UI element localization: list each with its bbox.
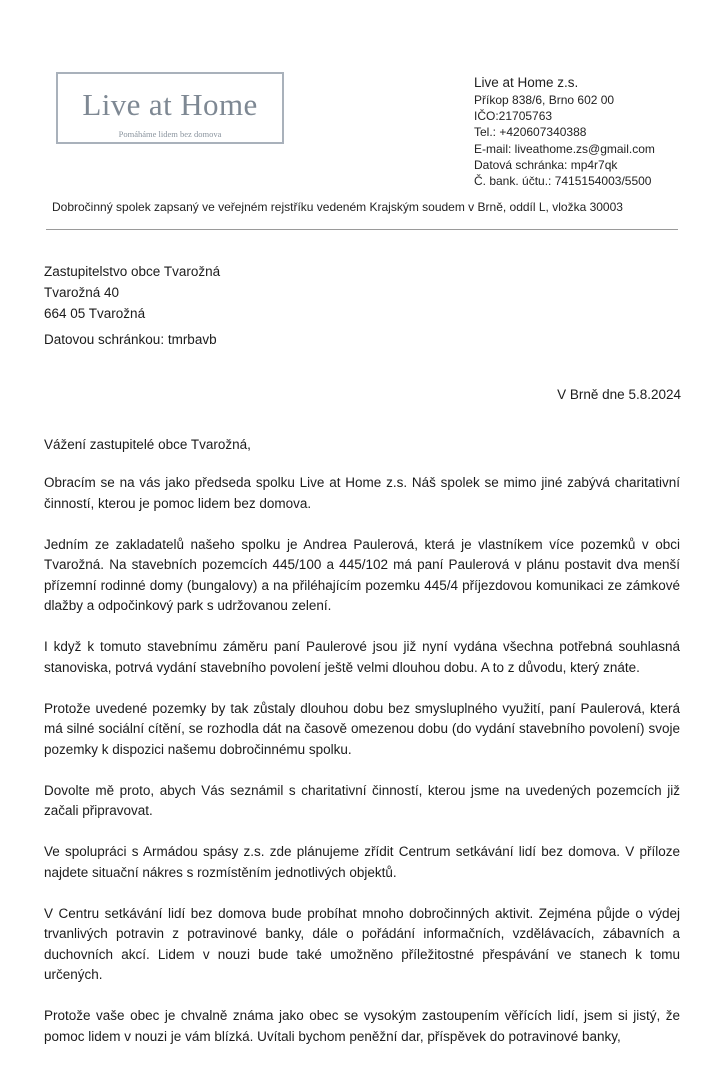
body-paragraph: V Centru setkávání lidí bez domova bude probíhat mnoho dobročinných aktivit. Zejména půjde o výdej trvanlivých potravin z potravinové banky, dále o pořádání informačních, vzdělávacích, zábavních a duchovních akcí. Lidem v nouzi bude také umožněno příležitostné přespávání ve stanech k tomu určených.	[44, 905, 680, 982]
organization-contact-block	[474, 74, 655, 189]
body-paragraph: Ve spolupráci s Armádou spásy z.s. zde plánujeme zřídit Centrum setkávání lidí bez domova. V příloze najdete situační nákres s rozmístěním jednotlivých objektů.	[44, 844, 680, 880]
organization-databox: Datová schránka: mp4r7qk	[474, 157, 618, 172]
organization-bank-account: Č. bank. účtu.: 7415154003/5500	[474, 174, 652, 189]
organization-logo	[56, 72, 284, 144]
charity-registration-note: Dobročinný spolek zapsaný ve veřejném rejstříku vedeném Krajským soudem v Brně, oddíl L, vložka 30003	[52, 200, 623, 214]
recipient-address	[44, 261, 220, 324]
letter-body	[44, 473, 680, 1068]
letter-greeting: Vážení zastupitelé obce Tvarožná,	[44, 437, 251, 452]
logo-title: Live at Home	[82, 87, 258, 122]
header-divider	[46, 229, 678, 230]
organization-address: Příkop 838/6, Brno 602 00	[474, 93, 615, 107]
body-paragraph: Protože vaše obec je chvalně známa jako obec se vysokým zastoupením věřících lidí, jsem si jistý, že pomoc lidem v nouzi je vám blízká. Uvítali bychom peněžní dar, příspěvek do potravinové banky,	[44, 1008, 680, 1044]
body-paragraph: Dovolte mě proto, abych Vás seznámil s charitativní činností, kterou jsme na uvedených pozemcích již začali připravovat.	[44, 782, 680, 818]
organization-ico: IČO:21705763	[474, 109, 553, 124]
letter-date: V Brně dne 5.8.2024	[557, 387, 681, 402]
recipient-line-2: Tvarožná 40	[44, 285, 120, 300]
body-paragraph: Jedním ze zakladatelů našeho spolku je Andrea Paulerová, která je vlastníkem více pozemků v obci Tvarožná. Na stavebních pozemcích 445/100 a 445/102 má paní Paulerová v plánu postavit dva menší přízemní rodinné domy (bungalovy) a na přiléhajícím pozemku 445/4 příjezdovou komunikaci ze zámkové dlažby a odpočinkový park s udržovanou zelení.	[44, 536, 680, 613]
body-paragraph: Protože uvedené pozemky by tak zůstaly dlouhou dobu bez smysluplného využití, paní Paulerová, která má silné sociální cítění, se rozhodla dát na časově omezenou dobu (do vydání stavebního povolení) svoje pozemky k dispozici našemu dobročinnému spolku.	[44, 700, 680, 757]
body-paragraph: Obracím se na vás jako předseda spolku Live at Home z.s. Náš spolek se mimo jiné zabývá charitativní činností, kterou je pomoc lidem bez domova.	[44, 475, 680, 511]
recipient-line-3: 664 05 Tvarožná	[44, 306, 146, 321]
recipient-databox: Datovou schránkou: tmrbavb	[44, 332, 217, 347]
logo-tagline: Pomáháme lidem bez domova	[118, 129, 222, 139]
organization-name: Live at Home z.s.	[474, 75, 579, 90]
body-paragraph: I když k tomuto stavebnímu záměru paní Paulerové jsou již nyní vydána všechna potřebná souhlasná stanoviska, potrvá vydání stavebního povolení ještě velmi dlouhou dobu. A to z důvodu, který znáte.	[44, 639, 680, 675]
organization-email: E-mail: liveathome.zs@gmail.com	[474, 141, 655, 156]
recipient-line-1: Zastupitelstvo obce Tvarožná	[44, 264, 221, 279]
organization-phone: Tel.: +420607340388	[474, 125, 587, 140]
